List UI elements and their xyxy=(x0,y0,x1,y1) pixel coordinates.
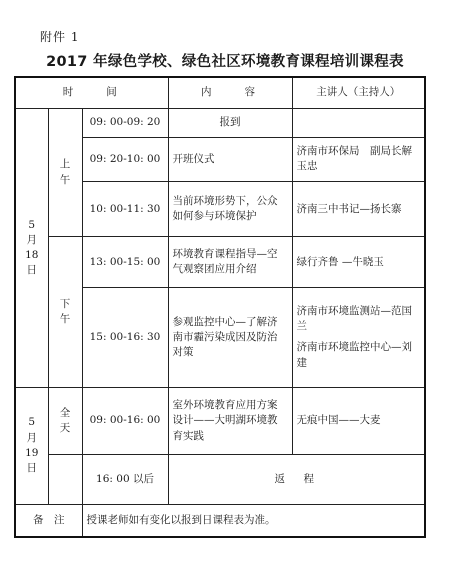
content-cell: 返 程 xyxy=(168,455,425,505)
content-cell: 报到 xyxy=(168,109,292,137)
period-afternoon: 下 午 xyxy=(48,237,82,388)
table-row xyxy=(15,455,425,505)
header-speaker: 主讲人（主持人） xyxy=(292,77,425,109)
speaker-cell xyxy=(292,288,425,388)
content-cell: 参观监控中心—了解济南市霾污染成因及防治对策 xyxy=(168,288,292,388)
time-cell: 09: 00-09: 20 xyxy=(82,109,168,137)
attachment-label: 附件 1 xyxy=(40,30,80,44)
day-may-18: 5 月 18 日 xyxy=(15,109,48,388)
speaker-name: 济南市环境监控中心—刘建 xyxy=(296,341,412,369)
content-cell: 环境教育课程指导—空气观察团应用介绍 xyxy=(168,237,292,288)
time-cell: 09: 20-10: 00 xyxy=(82,137,168,182)
day-may-19: 5 月 19 日 xyxy=(15,387,48,504)
speaker-cell xyxy=(292,137,425,182)
note-text: 授课老师如有变化以报到日课程表为准。 xyxy=(82,504,425,537)
content-cell: 当前环境形势下，公众如何参与环境保护 xyxy=(168,182,292,237)
speaker-name: 济南三中书记—扬长寨 xyxy=(296,202,402,215)
header-time: 时 间 xyxy=(15,77,168,109)
period-morning: 上 午 xyxy=(48,109,82,237)
period-allday: 全 天 xyxy=(48,387,82,454)
speaker-name: 济南市环保局 副局长解玉忠 xyxy=(296,145,412,173)
table-row xyxy=(15,109,425,137)
speaker-name: 绿行齐鲁 —牛晓玉 xyxy=(296,255,384,268)
speaker-cell xyxy=(292,109,425,137)
period-empty xyxy=(48,455,82,505)
time-cell: 10: 00-11: 30 xyxy=(82,182,168,237)
table-header-row xyxy=(15,77,425,109)
content-cell: 开班仪式 xyxy=(168,137,292,182)
note-row xyxy=(15,504,425,537)
content-cell: 室外环境教育应用方案设计——大明湖环境教育实践 xyxy=(168,387,292,454)
time-cell: 13: 00-15: 00 xyxy=(82,237,168,288)
speaker-name: 济南市环境监测站—范国兰 xyxy=(296,305,412,333)
time-cell: 09: 00-16: 00 xyxy=(82,387,168,454)
table-row xyxy=(15,387,425,454)
time-cell: 16: 00 以后 xyxy=(82,455,168,505)
time-cell: 15: 00-16: 30 xyxy=(82,288,168,388)
speaker-cell xyxy=(292,237,425,288)
header-content: 内 容 xyxy=(168,77,292,109)
course-schedule-table xyxy=(14,76,426,538)
document-title: 2017 年绿色学校、绿色社区环境教育课程培训课程表 xyxy=(46,54,404,70)
note-label: 备 注 xyxy=(15,504,82,537)
speaker-name: 无痕中国——大麦 xyxy=(296,414,381,427)
speaker-cell xyxy=(292,182,425,237)
table-row xyxy=(15,237,425,288)
speaker-cell xyxy=(292,387,425,454)
